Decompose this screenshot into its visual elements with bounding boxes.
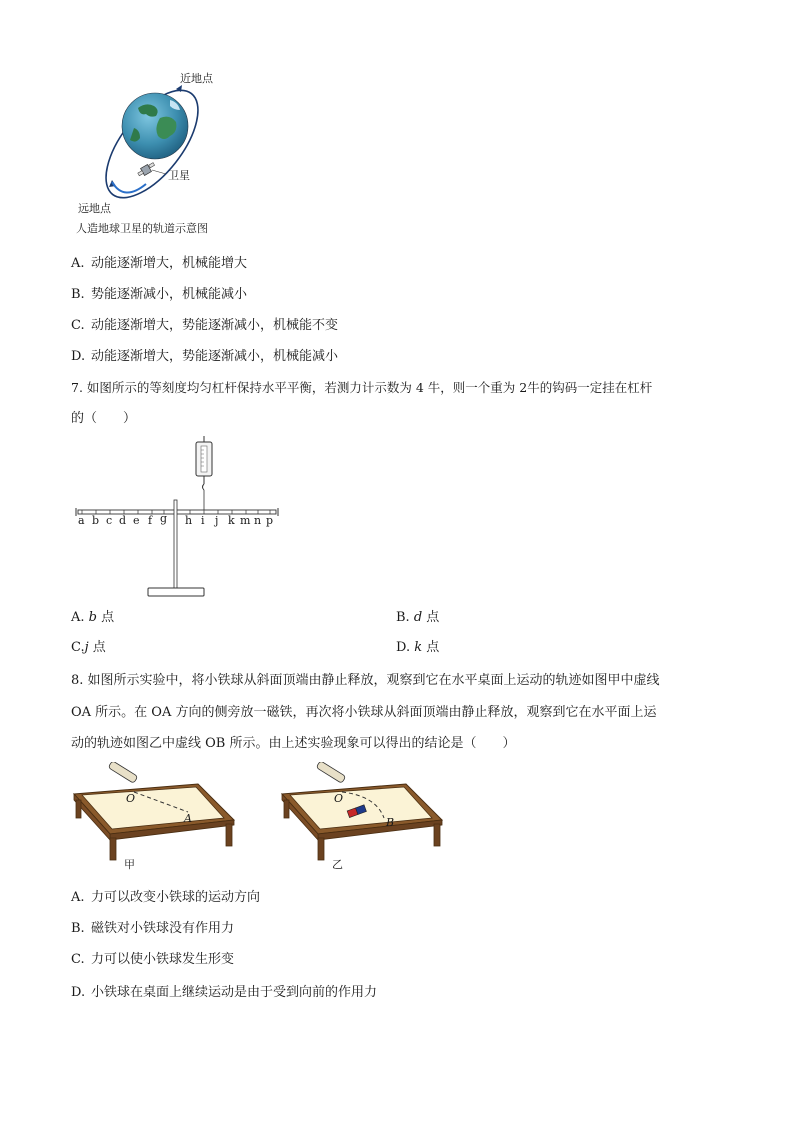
satellite-icon [138, 163, 155, 176]
q6-option-b[interactable]: B. 势能逐渐减小，机械能减小 [71, 287, 248, 302]
option-text: 力可以使小铁球发生形变 [91, 952, 235, 967]
q7-option-c[interactable]: C.j 点 [71, 640, 106, 655]
satellite-label: 卫星 [168, 169, 190, 182]
q6-option-d[interactable]: D. 动能逐渐增大，势能逐渐减小，机械能减小 [71, 349, 339, 364]
option-text: 动能逐渐增大，机械能增大 [91, 256, 248, 271]
q6-option-c[interactable]: C. 动能逐渐增大，势能逐渐减小，机械能不变 [71, 318, 339, 333]
q7-option-d[interactable]: D. k 点 [396, 640, 440, 655]
figure-caption-right: 乙 [332, 858, 343, 871]
lever-label-c: c [106, 514, 113, 527]
option-text: 势能逐渐减小，机械能减小 [91, 287, 248, 302]
lever-label-g: g [160, 512, 168, 525]
lever-label-p: p [266, 514, 274, 527]
option-text: 小铁球在桌面上继续运动是由于受到向前的作用力 [91, 985, 378, 1000]
perigee-label: 近地点 [180, 72, 213, 85]
lever-label-d: d [119, 514, 127, 527]
table-figure-right [278, 762, 448, 874]
option-text: 力可以改变小铁球的运动方向 [91, 890, 261, 905]
point-a-label: A [184, 812, 192, 825]
table-figure-left [70, 762, 240, 874]
lever-stand-base [148, 588, 204, 596]
apogee-label: 远地点 [78, 202, 111, 215]
lever-label-n: n [254, 514, 262, 527]
lever-label-m: m [240, 514, 251, 527]
figure-caption: 人造地球卫星的轨道示意图 [76, 222, 208, 235]
lever-figure [72, 436, 282, 602]
table-diagram-left [70, 762, 240, 874]
figure-caption-left: 甲 [124, 858, 135, 871]
q7-option-b[interactable]: B. d 点 [396, 610, 440, 625]
lever-label-b: b [92, 514, 100, 527]
q8-option-c[interactable]: C. 力可以使小铁球发生形变 [71, 952, 235, 967]
q8-option-d[interactable]: D. 小铁球在桌面上继续运动是由于受到向前的作用力 [71, 985, 378, 1000]
q8-question-line3: 动的轨迹如图乙中虚线 OB 所示。由上述实验现象可以得出的结论是（ ） [71, 736, 516, 751]
q8-question-line2: OA 所示。在 OA 方向的侧旁放一磁铁，再次将小铁球从斜面顶端由静止释放，观察到它在水平面上运 [71, 705, 657, 720]
q7-option-a[interactable]: A. b 点 [71, 610, 115, 625]
q8-option-b[interactable]: B. 磁铁对小铁球没有作用力 [71, 921, 235, 936]
lever-label-h: h [185, 514, 193, 527]
q7-question-line1: 7. 如图所示的等刻度均匀杠杆保持水平平衡，若测力计示数为 4 牛，则一个重为 2牛的钩码一定挂在杠杆 [71, 380, 653, 395]
earth-icon [122, 93, 188, 159]
lever-label-j: j [215, 514, 219, 527]
lever-label-k: k [228, 514, 235, 527]
point-b-label: B [386, 816, 395, 829]
satellite-orbit-figure [70, 66, 270, 242]
lever-label-i: i [201, 514, 205, 527]
option-text: 动能逐渐增大，势能逐渐减小，机械能不变 [91, 318, 339, 333]
q8-option-a[interactable]: A. 力可以改变小铁球的运动方向 [71, 890, 261, 905]
lever-label-a: a [78, 514, 85, 527]
option-letter: k [414, 640, 423, 655]
lever-label-e: e [133, 514, 140, 527]
lever-stand-pole [174, 500, 177, 590]
option-text: 动能逐渐增大，势能逐渐减小，机械能减小 [91, 349, 339, 364]
table-diagram-right [278, 762, 448, 874]
lever-diagram [72, 436, 282, 602]
option-letter: j [84, 640, 89, 655]
lever-label-f: f [148, 514, 153, 527]
spring-scale-icon [196, 436, 212, 512]
q8-question-line1: 8. 如图所示实验中，将小铁球从斜面顶端由静止释放，观察到它在水平桌面上运动的轨迹如图甲中虚线 [71, 673, 660, 688]
option-text: 磁铁对小铁球没有作用力 [91, 921, 235, 936]
q6-option-a[interactable]: A. 动能逐渐增大，机械能增大 [71, 256, 248, 271]
option-letter: b [88, 610, 97, 625]
point-o-label-left: O [126, 792, 136, 805]
point-o-label-right: O [334, 792, 344, 805]
q7-question-line2: 的（ ） [71, 411, 137, 426]
option-letter: d [413, 610, 423, 625]
